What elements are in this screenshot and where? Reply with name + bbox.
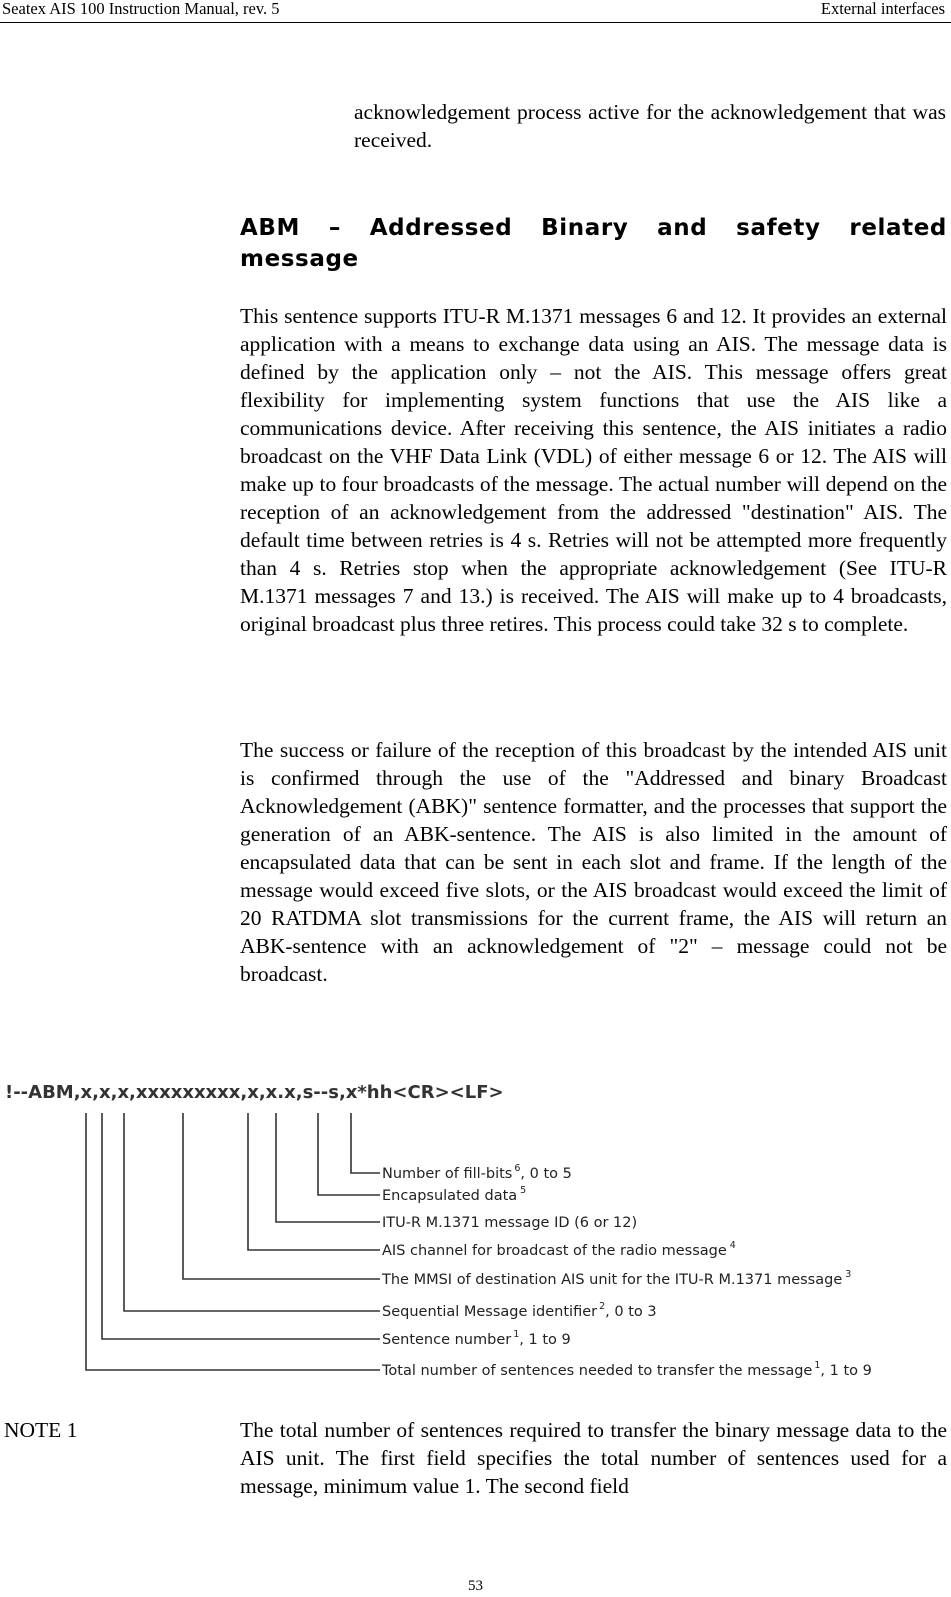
connector-message-id (276, 1113, 380, 1222)
note-text: The total number of sentences required to transfer the binary message data to the AIS unit. The first field specifies the total number of sentences used for a message, minimum value 1. The second field (240, 1418, 947, 1498)
field-label-ais-channel: AIS channel for broadcast of the radio message $^4$ (382, 1240, 736, 1259)
note-label: NOTE 1 (4, 1418, 78, 1442)
diagram-connectors (86, 1113, 380, 1370)
connector-fill-bits (351, 1113, 380, 1173)
header-document-title: Seatex AIS 100 Instruction Manual, rev. 5 (2, 0, 280, 18)
continuation-paragraph: acknowledgement process active for the acknowledgement that was received. (354, 100, 946, 152)
field-label-sentence-number: Sentence number $^1$, 1 to 9 (382, 1329, 571, 1348)
field-label-fill-bits: Number of fill-bits $^6$, 0 to 5 (382, 1163, 572, 1182)
connector-sentence-number (102, 1113, 380, 1339)
connector-sequential-id (124, 1113, 380, 1311)
body-paragraph-2: The success or failure of the reception of this broadcast by the intended AIS unit is confirmed through the use of the "Addressed and binary Broadcast Acknowledgement (ABK)" sentence formatter, and the processes that support the generation of an ABK-sentence. The AIS is also limited in the amount of encapsulated data that can be sent in each slot and frame. If the length of the message would exceed five slots, or the AIS broadcast would exceed the limit of 20 RATDMA slot transmissions for the current frame, the AIS will return an ABK-sentence with an acknowledgement of "2" – message could not be broadcast. (240, 738, 947, 986)
field-label-sequential-id: Sequential Message identifier $^2$, 0 to 3 (382, 1301, 657, 1320)
field-label-encapsulated-data: Encapsulated data $^5$ (382, 1185, 527, 1204)
header-section-title: External interfaces (820, 0, 945, 18)
page-number: 53 (468, 1578, 483, 1594)
connector-total-sentences (86, 1113, 380, 1370)
sentence-format: !--ABM,x,x,x,xxxxxxxxx,x,x.x,s--s,x*hh<CR><LF> (5, 1082, 504, 1103)
field-label-message-id: ITU-R M.1371 message ID (6 or 12) (382, 1215, 638, 1231)
field-label-total-sentences: Total number of sentences needed to transfer the message $^1$, 1 to 9 (382, 1360, 872, 1379)
connector-encapsulated-data (318, 1113, 380, 1195)
field-label-mmsi: The MMSI of destination AIS unit for the ITU-R M.1371 message $^3$ (382, 1269, 852, 1288)
body-paragraph-1: This sentence supports ITU-R M.1371 messages 6 and 12. It provides an external application with a means to exchange data using an AIS. The message data is defined by the application only – not the AIS. This message offers great flexibility for implementing system functions that use the AIS like a communications device. After receiving this sentence, the AIS initiates a radio broadcast on the VHF Data Link (VDL) of either message 6 or 12. The AIS will make up to four broadcasts of the message. The actual number will depend on the reception of an acknowledgement from the addressed "destination" AIS. The default time between retries is 4 s. Retries will not be attempted more frequently than 4 s. Retries stop when the appropriate acknowledgement (See ITU-R M.1371 messages 7 and 13.) is received. The AIS will make up to 4 broadcasts, original broadcast plus three retires. This process could take 32 s to complete. (240, 304, 947, 636)
page-header (0, 0, 951, 23)
section-heading: ABM – Addressed Binary and safety related message (240, 215, 947, 272)
abm-sentence-diagram (0, 1077, 951, 1387)
connector-ais-channel (248, 1113, 380, 1250)
